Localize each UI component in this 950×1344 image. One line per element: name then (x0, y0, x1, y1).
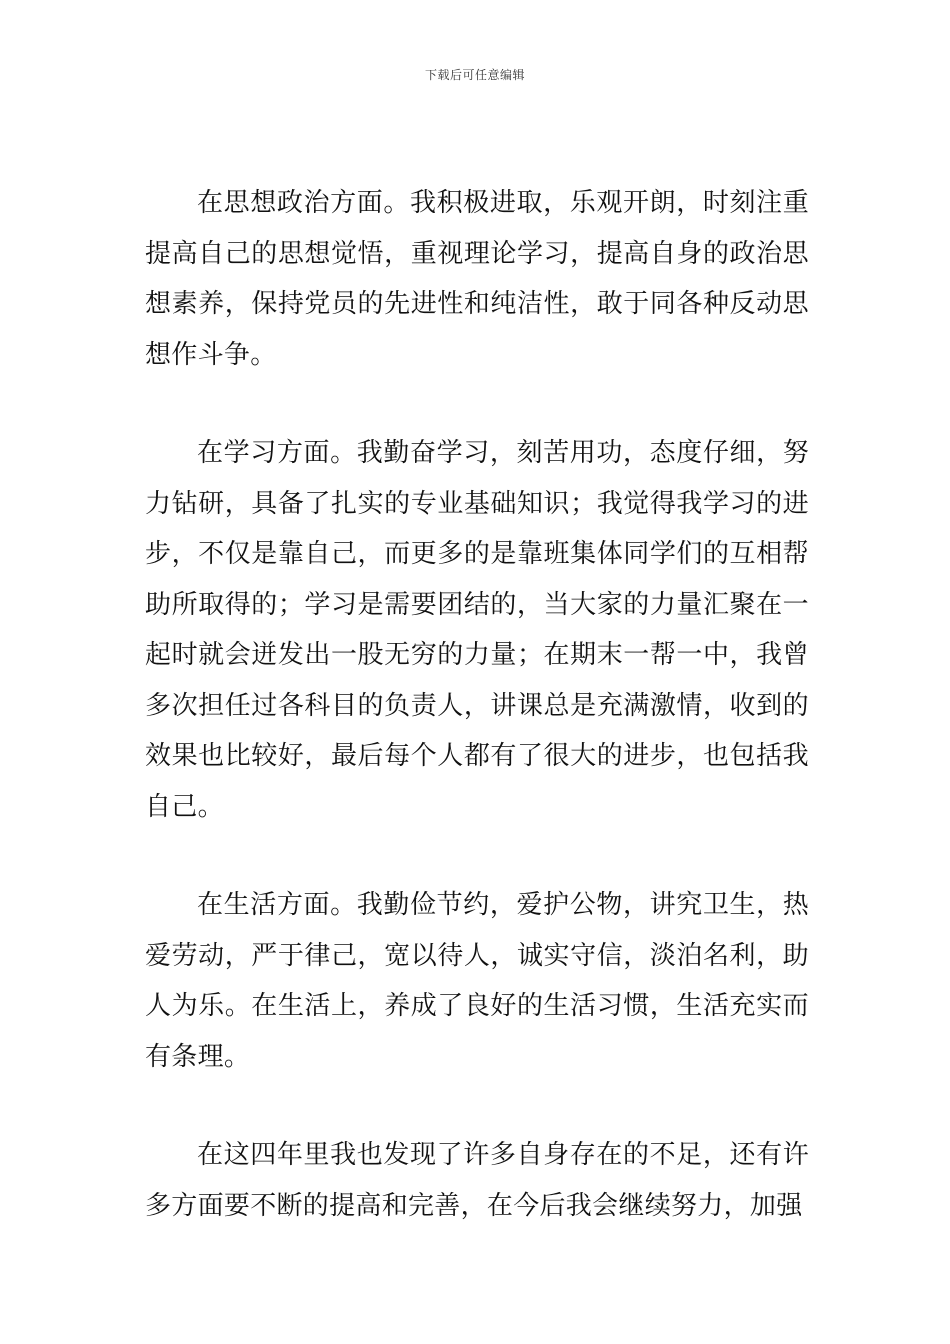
page-header: 下载后可任意编辑 (424, 68, 525, 82)
paragraph-study: 在学习方面。我勤奋学习，刻苦用功，态度仔细，努力钻研，具备了扎实的专业基础知识；我觉得我学习的进步，不仅是靠自己，而更多的是靠班集体同学们的互相帮助所取得的；学习是需要团结的，当大家的力量汇聚在一起时就会迸发出一股无穷的力量；在期末一帮一中，我曾多次担任过各科目的负责人，讲课总是充满激情，收到的效果也比较好，最后每个人都有了很大的进步，也包括我自己。 (145, 438, 809, 822)
paragraph-life: 在生活方面。我勤俭节约，爱护公物，讲究卫生，热爱劳动，严于律己，宽以待人，诚实守信，淡泊名利，助人为乐。在生活上，养成了良好的生活习惯，生活充实而有条理。 (145, 890, 809, 1072)
paragraph-political: 在思想政治方面。我积极进取，乐观开朗，时刻注重提高自己的思想觉悟，重视理论学习，提高自身的政治思想素养，保持党员的先进性和纯洁性，敢于同各种反动思想作斗争。 (145, 188, 809, 370)
document-body (145, 178, 809, 1231)
paragraph-shortcomings: 在这四年里我也发现了许多自身存在的不足，还有许多方面要不断的提高和完善，在今后我会继续努力，加强 (145, 1140, 809, 1221)
